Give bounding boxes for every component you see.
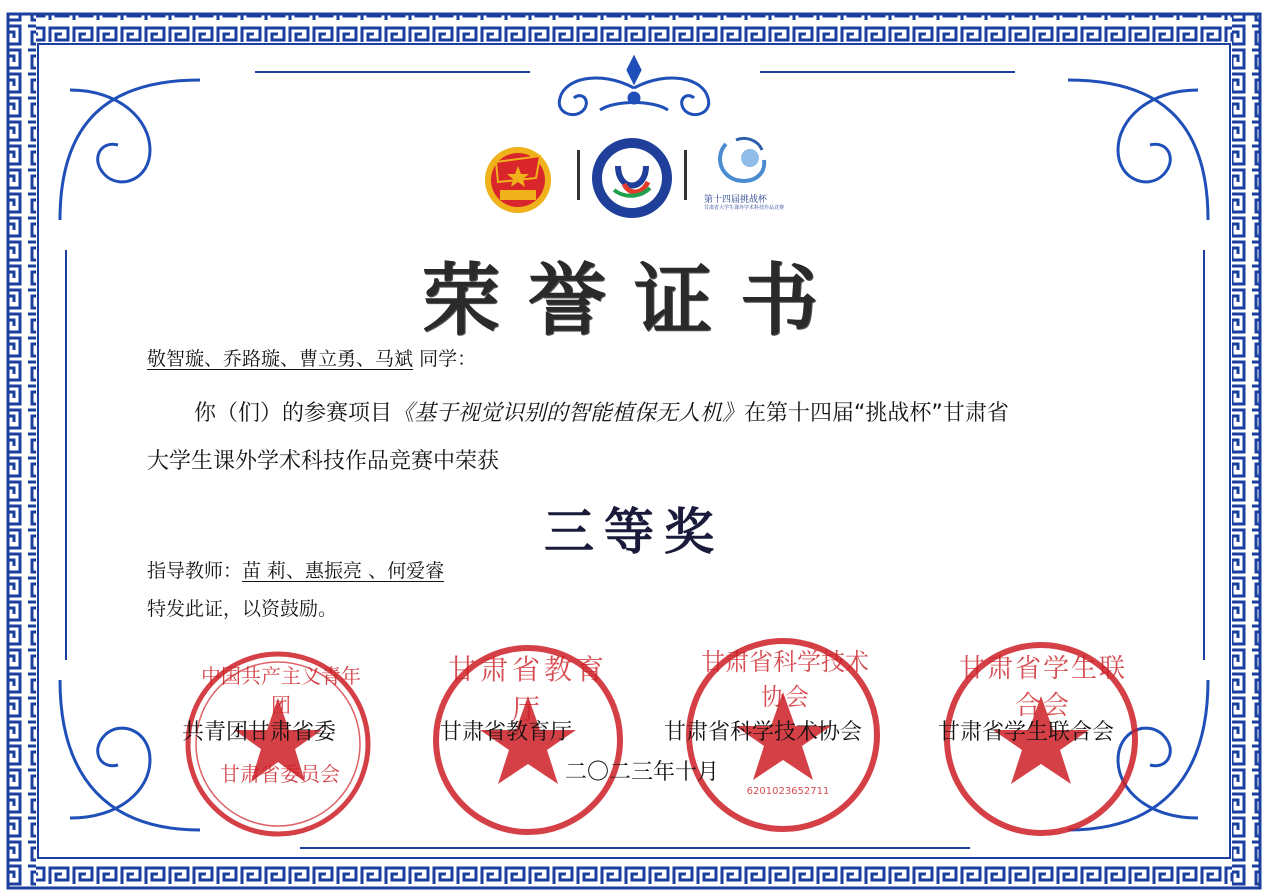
body-line-2: 大学生课外学术科技作品竞赛中荣获 bbox=[147, 449, 500, 474]
challenge-cup-logo bbox=[706, 134, 786, 190]
issuer-youth-league: 共青团甘肃省委 bbox=[182, 720, 337, 745]
top-ornament bbox=[559, 58, 708, 115]
award-level: 三等奖 bbox=[544, 502, 724, 561]
teacher-names: 苗 莉、惠振亮 、何爱睿 bbox=[242, 560, 445, 582]
issuer-education-dept: 甘肃省教育厅 bbox=[440, 720, 573, 745]
logo-divider bbox=[684, 150, 687, 200]
seal-science-code: 6201023652711 bbox=[746, 786, 830, 797]
seal-science-text: 甘肃省科学技术协会 bbox=[701, 648, 869, 711]
logo-divider bbox=[577, 150, 580, 200]
youth-league-emblem bbox=[478, 138, 558, 218]
challenge-cup-sublabel: 甘肃省大学生课外学术科技作品竞赛 bbox=[704, 205, 785, 211]
project-title: 《基于视觉识别的智能植保无人机》 bbox=[392, 401, 745, 426]
issuer-science-association: 甘肃省科学技术协会 bbox=[664, 720, 863, 745]
seal-youth-league-inner: 甘肃省委员会 bbox=[220, 762, 340, 786]
seal-youth-league-text: 中国共产主义青年团 bbox=[201, 664, 361, 717]
body-prefix: 你（们）的参赛项目 bbox=[194, 401, 393, 426]
body-mid: 在第十四届“挑战杯”甘肃省 bbox=[744, 401, 1009, 426]
teachers-line bbox=[147, 556, 444, 583]
certificate-title: 荣誉证书 bbox=[421, 255, 846, 346]
federation-logo bbox=[590, 136, 674, 220]
teachers-label: 指导教师： bbox=[147, 560, 243, 582]
recipient-names: 敬智璇、乔路璇、曹立勇、马斌 bbox=[147, 348, 414, 370]
issuer-student-federation: 甘肃省学生联合会 bbox=[938, 720, 1115, 745]
body-line-1 bbox=[194, 396, 1009, 427]
issue-date: 二〇二三年十月 bbox=[565, 760, 720, 785]
recipients-suffix: 同学： bbox=[419, 348, 477, 370]
challenge-cup-label: 第十四届挑战杯 bbox=[704, 195, 768, 205]
seal-education-text: 甘肃省教育厅 bbox=[447, 653, 608, 726]
seal-federation-text: 甘肃省学生联合会 bbox=[958, 654, 1127, 721]
recipients-line bbox=[147, 344, 476, 371]
closing-line: 特发此证，以资鼓励。 bbox=[147, 598, 338, 620]
